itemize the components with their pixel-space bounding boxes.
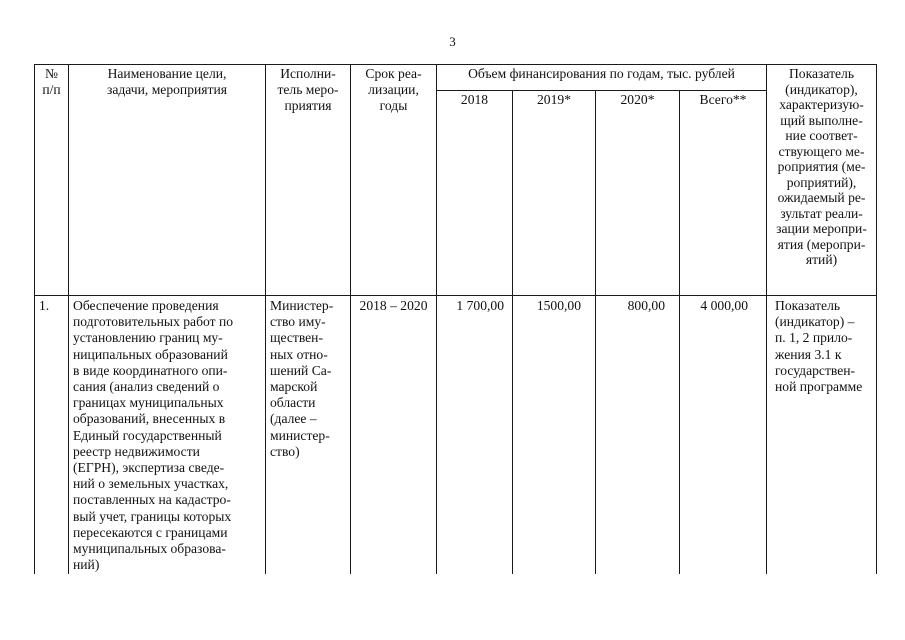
text-line: ятий) [805,252,838,267]
text-line: жения 3.1 к [775,346,842,362]
text-line: образований, внесенных в [73,411,226,427]
header-indicator [767,65,877,296]
text-line: ние соответ- [785,128,858,143]
text-line: ной программе [775,379,863,395]
text-line: вый учет, границы которых [73,508,232,524]
text-line: Показатель [788,66,855,81]
text-line: ний) [73,557,100,573]
text-line: приятия [284,98,332,114]
header-num [35,65,69,296]
text-line: шений Са- [270,362,332,378]
text-line: ство иму- [270,314,326,330]
row-executor-text [270,298,346,460]
header-year-2018: 2018 [437,91,513,296]
header-executor-text [270,66,346,115]
text-line: годы [379,98,408,114]
text-line: в виде координатного опи- [73,362,228,378]
page-number: 3 [449,34,456,49]
text-line: Показатель [775,298,841,313]
text-line: поставленных на кадастро- [73,492,231,508]
header-year-2019: 2019* [513,91,596,296]
header-name-text [73,66,261,98]
header-year-2020: 2020* [596,91,680,296]
row-indicator-text [775,298,872,395]
text-line: ществен- [270,330,323,346]
text-line: Обеспечение проведения [73,298,219,313]
header-indicator-text [771,66,872,268]
text-line: зации меропри- [776,221,867,236]
text-line: п/п [42,82,61,98]
text-line: подготовительных работ по [73,314,234,330]
text-line: министер- [270,427,330,443]
header-term-text [355,66,432,115]
text-line: области [270,395,316,411]
text-line: ство) [270,443,300,459]
text-line: (далее – [270,411,317,427]
text-line: установлению границ му- [73,330,223,346]
text-line: Министер- [270,298,334,313]
row-value-2019: 1500,00 [513,296,596,575]
row-term: 2018 – 2020 [351,296,437,575]
text-line: Наименование цели, [107,66,227,81]
row-name [69,296,266,575]
row-num: 1. [35,296,69,575]
text-line: характеризую- [779,97,864,112]
header-finance: Объем финансирования по годам, тыс. рублей [437,65,767,91]
text-line: (ЕГРН), экспертиза сведе- [73,460,225,476]
header-year-total: Всего** [680,91,767,296]
text-line: ных отно- [270,346,328,362]
text-line: сания (анализ сведений о [73,379,220,395]
text-line: ниципальных образований [73,346,228,362]
text-line: тель меро- [277,82,339,98]
text-line: Единый государственный [73,427,222,443]
row-indicator [767,296,877,575]
financing-table [34,64,877,574]
table-row [35,296,877,575]
text-line: ожидаемый ре- [777,190,866,205]
text-line: реестр недвижимости [73,443,200,459]
text-line: роприятий), [786,174,857,190]
header-num-text [39,66,64,98]
text-line: задачи, мероприятия [106,82,227,98]
text-line: щий выполне- [780,112,863,128]
text-line: марской [270,379,318,395]
header-executor [266,65,351,296]
text-line: Исполни- [280,66,336,81]
text-line: Срок реа- [365,66,422,81]
text-line: границах муниципальных [73,395,224,411]
text-line: п. 1, 2 прило- [775,330,853,346]
header-term [351,65,437,296]
row-executor [266,296,351,575]
row-value-2020: 800,00 [596,296,680,575]
row-value-2018: 1 700,00 [437,296,513,575]
text-line: лизации, [368,82,419,98]
text-line: государствен- [775,362,856,378]
text-line: муниципальных образова- [73,541,226,557]
row-name-text [73,298,261,573]
text-line: ний о земельных участках, [73,476,229,492]
text-line: ятия (меропри- [777,236,866,252]
text-line: (индикатор) – [775,314,855,330]
row-value-total: 4 000,00 [680,296,767,575]
text-line: ствующего ме- [778,143,865,159]
text-line: (индикатор), [785,81,858,97]
text-line: № [45,66,58,81]
header-name [69,65,266,296]
text-line: роприятия (ме- [777,159,866,174]
text-line: пересекаются с границами [73,524,228,540]
text-line: зультат реали- [780,205,863,221]
